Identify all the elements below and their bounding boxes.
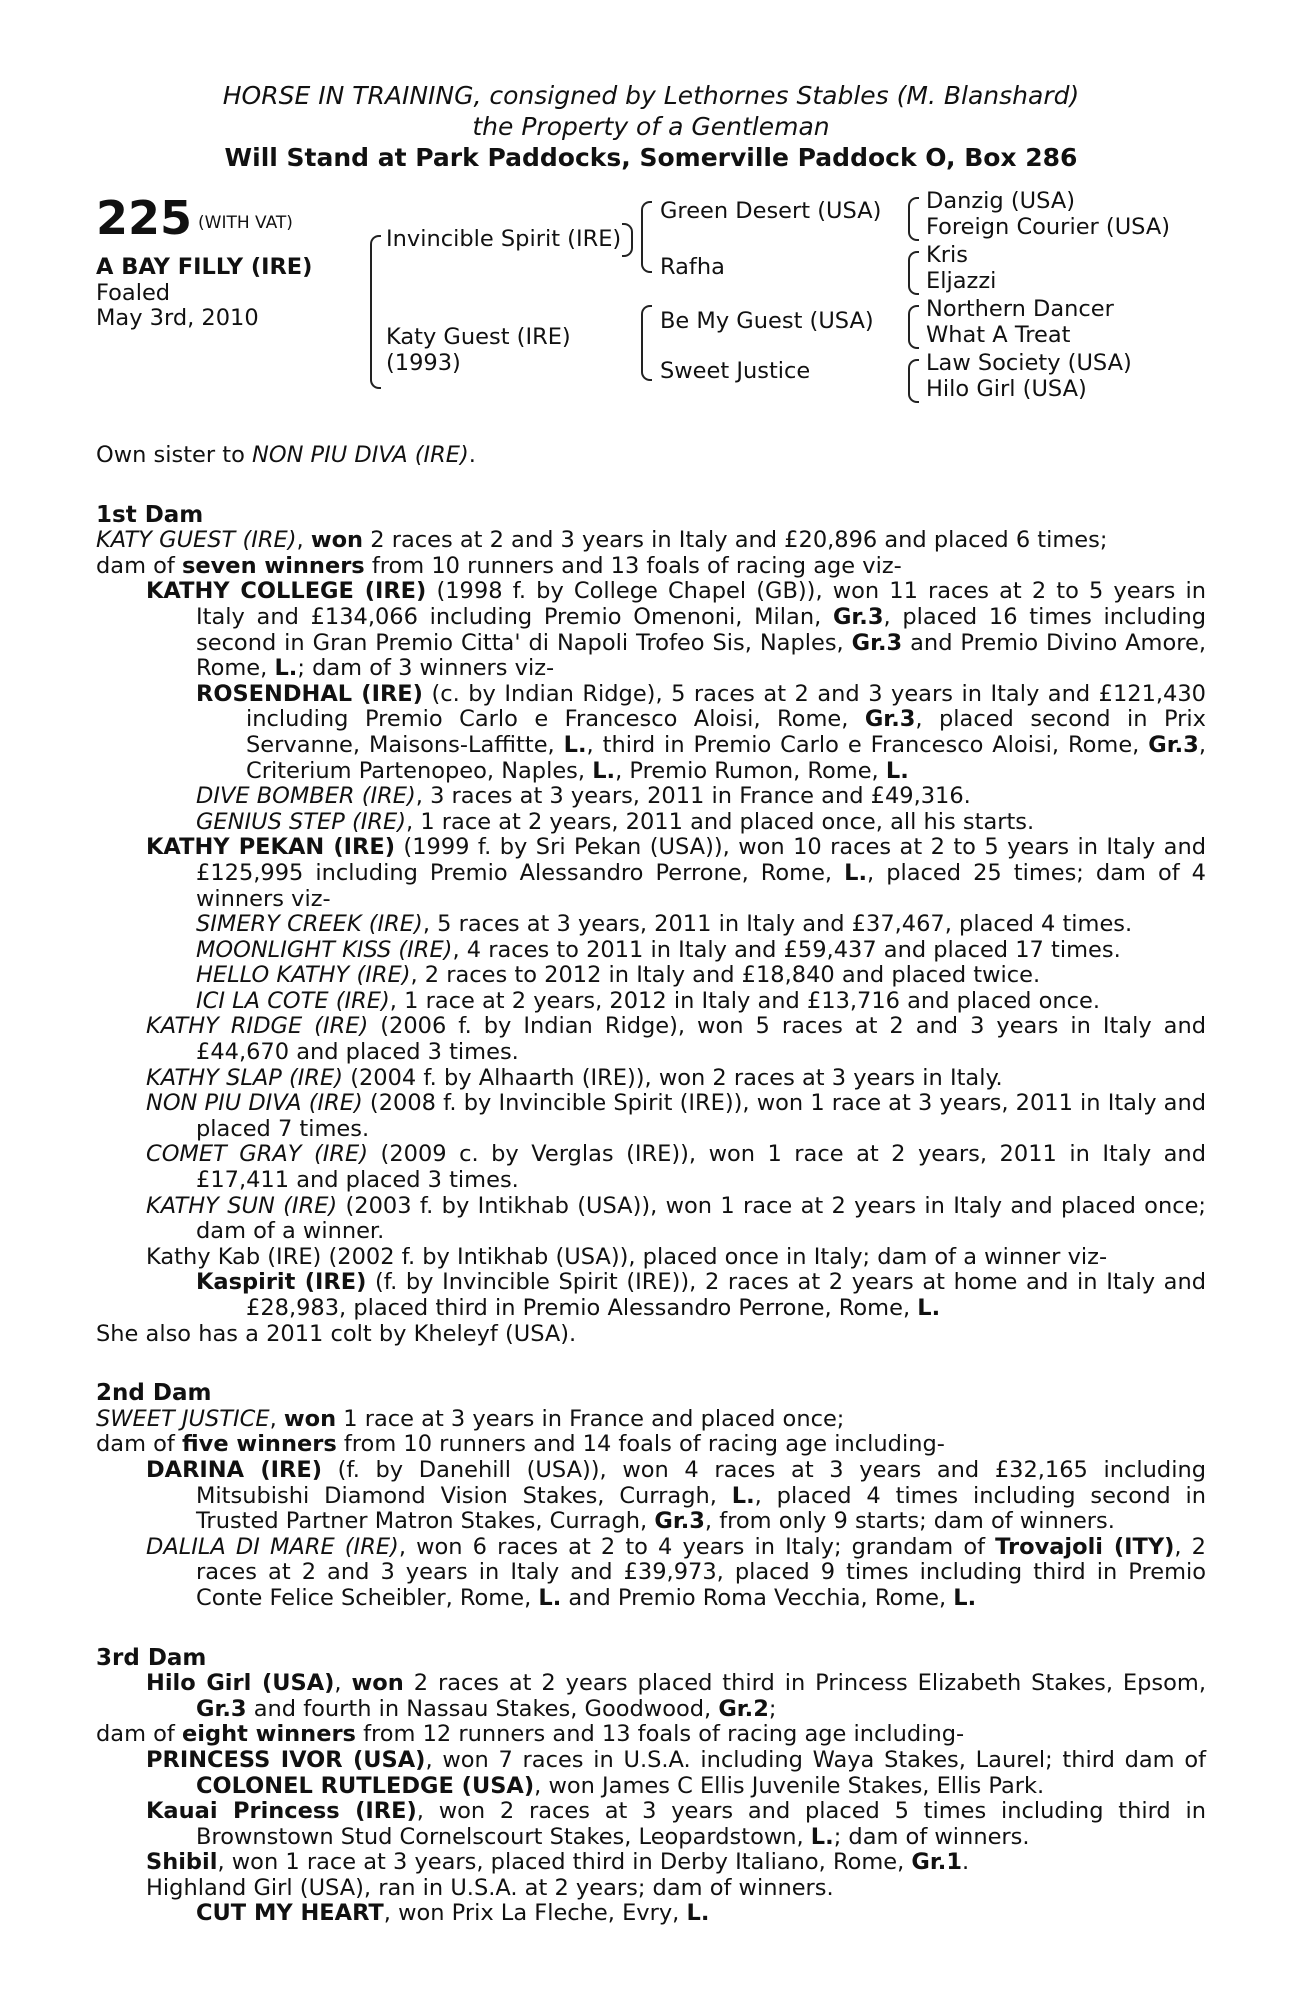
brace-dam-parents <box>641 305 652 381</box>
produce-kathy-college: KATHY COLLEGE (IRE) (1998 f. by College Chapel (GB)), won 11 races at 2 to 5 years in Italy and £134,066 including Premio Omenoni, Milan, Gr.3, placed 16 times including second in Gran Premio Citta' di Napoli Trofeo Sis, Naples, Gr.3 and Premio Divino Amore, Rome, L.; dam of 3 winners viz- <box>146 578 1206 682</box>
pedigree-table <box>96 188 1206 423</box>
produce-kathy-pekan: KATHY PEKAN (IRE) (1999 f. by Sri Pekan (USA)), won 10 races at 2 to 5 years in Italy and £125,995 including Premio Alessandro Perrone, Rome, L., placed 25 times; dam of 4 winners viz- <box>146 834 1206 912</box>
produce-kathy-ridge: KATHY RIDGE (IRE) (2006 f. by Indian Ridge), won 5 races at 2 and 3 years in Italy and £44,670 and placed 3 times. <box>146 1013 1206 1066</box>
sds: Kris <box>926 242 968 268</box>
colt-note: She also has a 2011 colt by Kheleyf (USA). <box>96 1320 577 1347</box>
produce-kauai-princess: Kauai Princess (IRE), won 2 races at 3 years and placed 5 times including third in Brownstown Stud Cornelscourt Stakes, Leopardstown, L.; dam of winners. <box>146 1798 1206 1850</box>
produce-hello-kathy: HELLO KATHY (IRE), 2 races to 2012 in Italy and £18,840 and placed twice. <box>196 962 1041 989</box>
first-dam-intro: KATY GUEST (IRE), won 2 races at 2 and 3 years in Italy and £20,896 and placed 6 times; dam of seven winners from 10 runners and 13 foals of racing age viz- <box>96 527 1108 579</box>
horse-name: A BAY FILLY (IRE) <box>96 254 313 280</box>
produce-highland-girl: Highland Girl (USA), ran in U.S.A. at 2 years; dam of winners. <box>146 1874 834 1901</box>
lot-number: 225 <box>96 191 193 245</box>
produce-cut-my-heart: CUT MY HEART, won Prix La Fleche, Evry, L. <box>196 1900 710 1927</box>
consignor-line: HORSE IN TRAINING, consigned by Lethornes Stables (M. Blanshard) <box>222 81 1080 110</box>
lot-block <box>96 193 312 332</box>
produce-rosendhal: ROSENDHAL (IRE) (c. by Indian Ridge), 5 races at 2 and 3 years in Italy and £121,430 including Premio Carlo e Francesco Aloisi, Rome, Gr.3, placed second in Prix Servanne, Maisons-Laffitte, L., third in Premio Carlo e Francesco Aloisi, Rome, Gr.3, Criterium Partenopeo, Naples, L., Premio Rumon, Rome, L. <box>196 680 1206 784</box>
brace-left <box>370 235 381 389</box>
third-dam-title: 3rd Dam <box>96 1644 207 1671</box>
property-line: the Property of a Gentleman <box>472 112 830 141</box>
dss: Northern Dancer <box>926 296 1114 322</box>
sdd: Eljazzi <box>926 268 997 294</box>
produce-kathy-kab: Kathy Kab (IRE) (2002 f. by Intikhab (USA)), placed once in Italy; dam of a winner viz- <box>146 1243 1108 1270</box>
ddd: Hilo Girl (USA) <box>926 376 1087 402</box>
sss: Danzig (USA) <box>926 188 1075 214</box>
produce-darina: DARINA (IRE) (f. by Danehill (USA)), won 4 races at 3 years and £32,165 including Mitsubishi Diamond Vision Stakes, Curragh, L., placed 4 times including second in Trusted Partner Matron Stakes, Curragh, Gr.3, from only 9 starts; dam of winners. <box>146 1456 1206 1535</box>
produce-kathy-sun: KATHY SUN (IRE) (2003 f. by Intikhab (USA)), won 1 race at 2 years in Italy and placed once; dam of a winner. <box>146 1192 1206 1245</box>
second-dam-title: 2nd Dam <box>96 1380 212 1407</box>
produce-dalila-di-mare: DALILA DI MARE (IRE), won 6 races at 2 to 4 years in Italy; grandam of Trovajoli (ITY), 2 races at 2 and 3 years in Italy and £39,973, placed 9 times including third in Premio Conte Felice Scheibler, Rome, L. and Premio Roma Vecchia, Rome, L. <box>146 1533 1206 1611</box>
dam: Katy Guest (IRE) <box>386 324 571 350</box>
dds: Law Society (USA) <box>926 350 1132 376</box>
dam-year: (1993) <box>386 350 461 376</box>
produce-comet-gray: COMET GRAY (IRE) (2009 c. by Verglas (IRE)), won 1 race at 2 years, 2011 in Italy and £17,411 and placed 3 times. <box>146 1141 1206 1194</box>
brace-ggp3 <box>908 305 919 349</box>
catalogue-page <box>96 80 1206 1927</box>
brace-sire-right <box>622 223 633 257</box>
dam-dam: Sweet Justice <box>660 358 811 384</box>
sister-note: Own sister to NON PIU DIVA (IRE). <box>96 442 476 468</box>
produce-kathy-slap: KATHY SLAP (IRE) (2004 f. by Alhaarth (IRE)), won 2 races at 3 years in Italy. <box>146 1064 1003 1091</box>
vat-note: (WITH VAT) <box>198 213 293 233</box>
third-dam-intro: Hilo Girl (USA), won 2 races at 2 years placed third in Princess Elizabeth Stakes, Epsom, Gr.3 and fourth in Nassau Stakes, Goodwood, Gr.2; dam of eight winners from 12 runners and 13 foals of racing age including- <box>96 1670 1206 1748</box>
dsd: What A Treat <box>926 322 1071 348</box>
second-dam-intro: SWEET JUSTICE, won 1 race at 3 years in France and placed once; dam of five winners from 10 runners and 14 foals of racing age including- <box>96 1405 945 1458</box>
produce-princess-ivor: PRINCESS IVOR (USA), won 7 races in U.S.A. including Waya Stakes, Laurel; third dam of COLONEL RUTLEDGE (USA), won James C Ellis Juvenile Stakes, Ellis Park. <box>146 1746 1207 1799</box>
produce-dive-bomber: DIVE BOMBER (IRE), 3 races at 3 years, 2011 in France and £49,316. <box>196 783 971 810</box>
brace-ggp4 <box>908 359 919 403</box>
foaled-label: Foaled <box>96 279 171 306</box>
produce-ici-la-cote: ICI LA COTE (IRE), 1 race at 2 years, 2012 in Italy and £13,716 and placed once. <box>196 987 1100 1014</box>
brace-ggp2 <box>908 251 919 295</box>
produce-moonlight-kiss: MOONLIGHT KISS (IRE), 4 races to 2011 in Italy and £59,437 and placed 17 times. <box>196 936 1121 963</box>
first-dam-title: 1st Dam <box>96 501 204 528</box>
brace-ggp1 <box>908 197 919 241</box>
sire-sire: Green Desert (USA) <box>660 198 882 224</box>
produce-kaspirit: Kaspirit (IRE) (f. by Invincible Spirit (IRE)), 2 races at 2 years at home and in Italy and £28,983, placed third in Premio Alessandro Perrone, Rome, L. <box>196 1269 1206 1321</box>
sire: Invincible Spirit (IRE) <box>386 226 622 252</box>
produce-simery-creek: SIMERY CREEK (IRE), 5 races at 3 years, 2011 in Italy and £37,467, placed 4 times. <box>196 911 1133 938</box>
location-line: Will Stand at Park Paddocks, Somerville Paddock O, Box 286 <box>224 143 1078 172</box>
sire-dam: Rafha <box>660 254 725 280</box>
ssd: Foreign Courier (USA) <box>926 214 1171 240</box>
page-header <box>96 80 1206 173</box>
produce-genius-step: GENIUS STEP (IRE), 1 race at 2 years, 2011 and placed once, all his starts. <box>196 808 1035 835</box>
produce-non-piu-diva: NON PIU DIVA (IRE) (2008 f. by Invincible Spirit (IRE)), won 1 race at 3 years, 2011 in Italy and placed 7 times. <box>146 1090 1207 1142</box>
dam-sire: Be My Guest (USA) <box>660 308 874 334</box>
produce-shibil: Shibil, won 1 race at 3 years, placed third in Derby Italiano, Rome, Gr.1. <box>146 1849 970 1876</box>
foaled-date: May 3rd, 2010 <box>96 305 259 332</box>
brace-sire-parents <box>641 201 652 273</box>
